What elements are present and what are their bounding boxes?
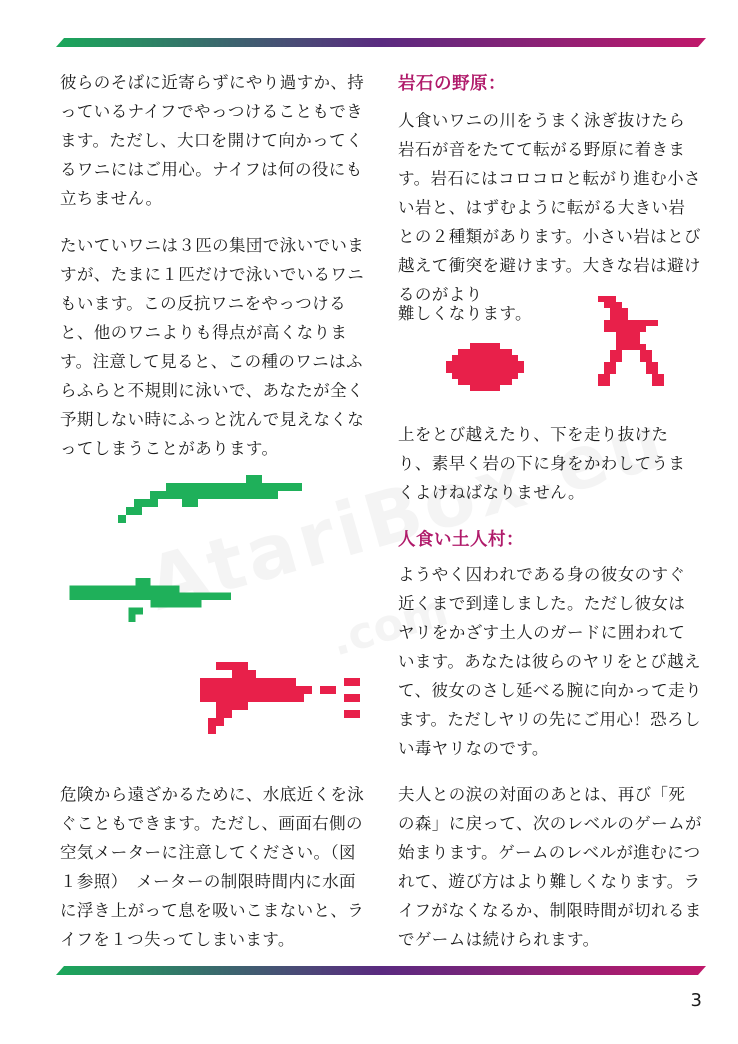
right-paragraph-2: 上をとび越えたり、下を走り抜けたり、素早く岩の下に身をかわしてうまくよけねばなりません。 — [398, 425, 686, 502]
left-column-bottom — [60, 780, 366, 954]
right-paragraph-4-block — [398, 780, 702, 954]
heading-cannibal-village: 人食い土人村： — [398, 530, 524, 550]
crocodile-sprite-1 — [118, 474, 302, 524]
right-paragraph-2-block — [398, 420, 702, 507]
danger-sprite — [200, 660, 368, 744]
crocodile-sprite-2 — [62, 578, 246, 622]
right-paragraph-1b: 難しくなります。 — [398, 304, 532, 323]
right-paragraph-4: 夫人との涙の対面のあとは、再び「死の森」に戻って、次のレベルのゲームが始まります。ゲームのレベルが進むにつれて、遊び方はより難しくなります。ライフがなくなるか、制限時間が切れるまでゲームは続けられます。 — [398, 785, 702, 949]
heading-rock-field: 岩石の野原： — [398, 74, 506, 94]
right-paragraph-1b-block — [398, 299, 598, 328]
rock-sprite — [446, 343, 524, 391]
right-paragraph-3: ようやく囚われである身の彼女のすぐ近くまで到達しました。ただし彼女はヤリをかざす土人のガードに囲われています。あなたは彼らのヤリをとび越えて、彼女のさし延べる腕に向かって走ります。ただしヤリの先にご用心！恐ろしい毒ヤリなのです。 — [398, 565, 702, 758]
left-paragraph-2: たいていワニは３匹の集団で泳いでいますが、たまに１匹だけで泳いでいるワニもいます。この反抗ワニをやっつけると、他のワニよりも得点が高くなります。注意して見ると、この種のワニはふらふらと不規則に泳いで、あなたが全く予期しない時にふっと沈んで見えなくなってしまうことがあります。 — [60, 236, 365, 458]
runner-sprite — [598, 296, 664, 392]
left-paragraph-3: 危険から遠ざかるために、水底近くを泳ぐこともできます。ただし、画面右側の空気メーターに注意してください。（図１参照） メーターの制限時間内に水面に浮き上がって息を吸いこまないと、ライフを１つ失ってしまいます。 — [60, 785, 365, 949]
right-paragraph-3-block — [398, 560, 702, 763]
bottom-rule — [56, 966, 706, 975]
right-paragraph-1: 人食いワニの川をうまく泳ぎ抜けたら岩石が音をたてて転がる野原に着きます。岩石にはコロコロと転がり進む小さい岩と、はずむように転がる大きい岩との２種類があります。小さい岩はとび越えて衝突を避けます。大きな岩は避けるのがより — [398, 111, 701, 304]
page-number: 3 — [690, 990, 702, 1011]
left-paragraph-1: 彼らのそばに近寄らずにやり過すか、持っているナイフでやっつけることもできます。ただし、大口を開けて向かってくるワニにはご用心。ナイフは何の役にも立ちません。 — [60, 73, 365, 208]
right-paragraph-1-block — [398, 106, 702, 309]
top-rule — [56, 38, 706, 47]
left-column — [60, 68, 366, 463]
